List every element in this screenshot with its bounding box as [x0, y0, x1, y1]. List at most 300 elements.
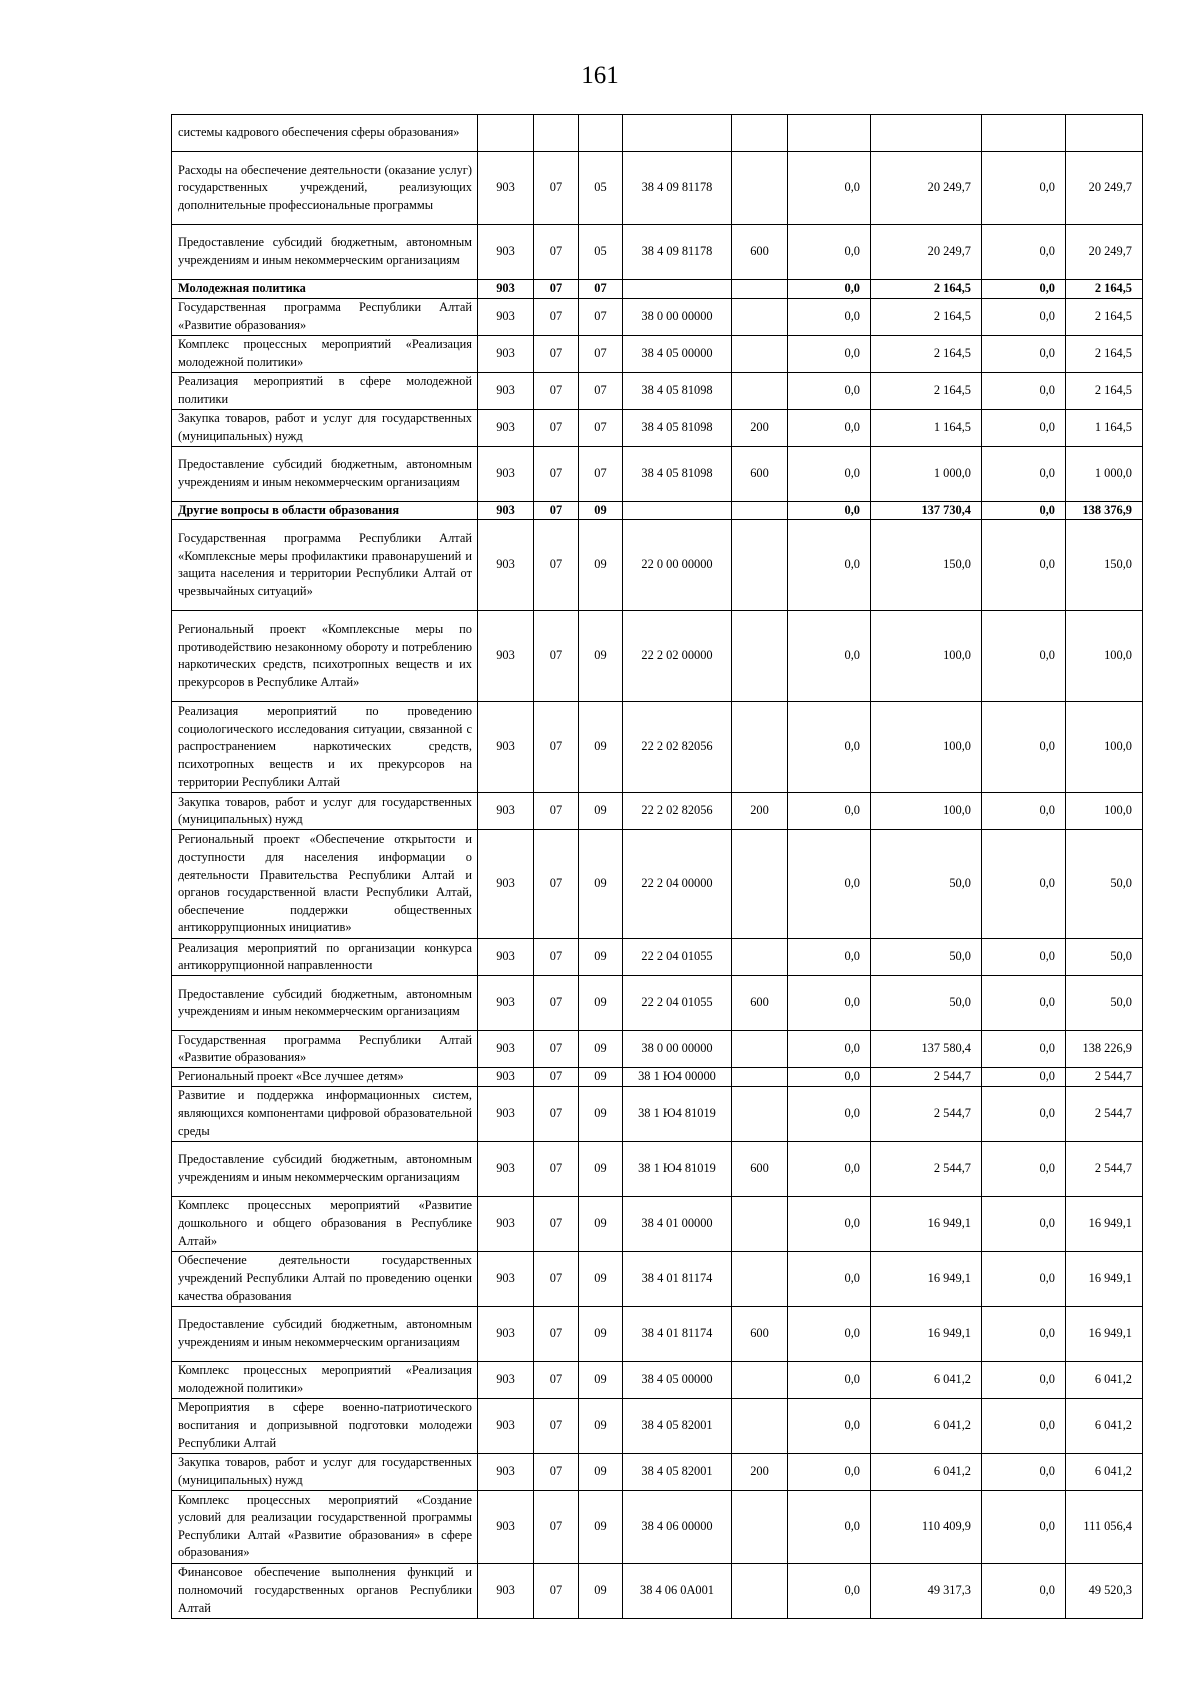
amount-col2-cell: 1 000,0: [871, 446, 982, 501]
section-code-cell: 07: [534, 1251, 579, 1306]
target-article-cell: 38 4 05 82001: [623, 1398, 732, 1453]
amount-col4-cell: 138 226,9: [1066, 1031, 1143, 1068]
amount-col3-cell: 0,0: [982, 1306, 1066, 1361]
amount-col4-cell: 16 949,1: [1066, 1196, 1143, 1251]
ved-code-cell: 903: [478, 1490, 534, 1563]
subsection-code-cell: 09: [579, 939, 623, 976]
amount-col4-cell: 150,0: [1066, 520, 1143, 611]
amount-col1-cell: 0,0: [788, 1068, 871, 1087]
section-code-cell: 07: [534, 409, 579, 446]
amount-col3-cell: 0,0: [982, 409, 1066, 446]
subsection-code-cell: 09: [579, 501, 623, 520]
budget-table: [171, 114, 1143, 1619]
table-row: [172, 793, 1143, 830]
ved-code-cell: 903: [478, 152, 534, 225]
table-row: [172, 446, 1143, 501]
row-name-cell: Реализация мероприятий в сфере молодежной политики: [172, 372, 478, 409]
amount-col1-cell: 0,0: [788, 298, 871, 335]
amount-col2-cell: 6 041,2: [871, 1453, 982, 1490]
amount-col1-cell: 0,0: [788, 335, 871, 372]
subsection-code-cell: [579, 115, 623, 152]
amount-col2-cell: [871, 115, 982, 152]
subsection-code-cell: 05: [579, 225, 623, 280]
target-article-cell: 38 4 06 00000: [623, 1490, 732, 1563]
ved-code-cell: 903: [478, 335, 534, 372]
amount-col4-cell: 111 056,4: [1066, 1490, 1143, 1563]
amount-col3-cell: 0,0: [982, 280, 1066, 299]
table-row: [172, 1453, 1143, 1490]
amount-col2-cell: 1 164,5: [871, 409, 982, 446]
section-code-cell: 07: [534, 298, 579, 335]
amount-col3-cell: 0,0: [982, 1068, 1066, 1087]
target-article-cell: 38 4 06 0А001: [623, 1563, 732, 1618]
table-row: [172, 409, 1143, 446]
amount-col4-cell: 20 249,7: [1066, 225, 1143, 280]
section-code-cell: 07: [534, 1361, 579, 1398]
table-row: [172, 1141, 1143, 1196]
expense-type-cell: [732, 1361, 788, 1398]
subsection-code-cell: 09: [579, 1086, 623, 1141]
amount-col2-cell: 2 544,7: [871, 1086, 982, 1141]
expense-type-cell: [732, 1086, 788, 1141]
amount-col2-cell: 137 580,4: [871, 1031, 982, 1068]
target-article-cell: 22 2 02 82056: [623, 793, 732, 830]
row-name-cell: Мероприятия в сфере военно-патриотического воспитания и допризывной подготовки молодежи Республики Алтай: [172, 1398, 478, 1453]
page-number: 161: [581, 62, 619, 89]
row-name-cell: Региональный проект «Все лучшее детям»: [172, 1068, 478, 1087]
amount-col3-cell: 0,0: [982, 1563, 1066, 1618]
section-code-cell: 07: [534, 1563, 579, 1618]
section-code-cell: 07: [534, 1398, 579, 1453]
expense-type-cell: [732, 152, 788, 225]
subsection-code-cell: 09: [579, 1068, 623, 1087]
target-article-cell: 38 4 01 81174: [623, 1306, 732, 1361]
target-article-cell: 38 4 05 00000: [623, 1361, 732, 1398]
expense-type-cell: 600: [732, 1141, 788, 1196]
table-row: [172, 1490, 1143, 1563]
amount-col4-cell: [1066, 115, 1143, 152]
amount-col3-cell: 0,0: [982, 1196, 1066, 1251]
subsection-code-cell: 09: [579, 1141, 623, 1196]
amount-col3-cell: 0,0: [982, 976, 1066, 1031]
amount-col3-cell: 0,0: [982, 501, 1066, 520]
row-name-cell: Молодежная политика: [172, 280, 478, 299]
amount-col4-cell: 20 249,7: [1066, 152, 1143, 225]
amount-col3-cell: 0,0: [982, 372, 1066, 409]
ved-code-cell: 903: [478, 409, 534, 446]
amount-col4-cell: 2 164,5: [1066, 335, 1143, 372]
subsection-code-cell: 09: [579, 1490, 623, 1563]
target-article-cell: 38 4 01 00000: [623, 1196, 732, 1251]
subsection-code-cell: 09: [579, 520, 623, 611]
amount-col1-cell: 0,0: [788, 1306, 871, 1361]
target-article-cell: 38 1 Ю4 81019: [623, 1086, 732, 1141]
amount-col3-cell: 0,0: [982, 1251, 1066, 1306]
section-code-cell: 07: [534, 939, 579, 976]
target-article-cell: 22 2 02 82056: [623, 702, 732, 793]
ved-code-cell: 903: [478, 1086, 534, 1141]
row-name-cell: Комплекс процессных мероприятий «Реализация молодежной политики»: [172, 1361, 478, 1398]
section-code-cell: 07: [534, 520, 579, 611]
amount-col3-cell: 0,0: [982, 1141, 1066, 1196]
ved-code-cell: 903: [478, 1196, 534, 1251]
amount-col2-cell: 16 949,1: [871, 1196, 982, 1251]
table-body: [172, 115, 1143, 1619]
section-code-cell: 07: [534, 830, 579, 939]
amount-col2-cell: 2 544,7: [871, 1141, 982, 1196]
section-code-cell: 07: [534, 1490, 579, 1563]
expense-type-cell: [732, 1563, 788, 1618]
ved-code-cell: 903: [478, 611, 534, 702]
table-row: [172, 611, 1143, 702]
subsection-code-cell: 09: [579, 1251, 623, 1306]
expense-type-cell: 200: [732, 1453, 788, 1490]
table-row: [172, 280, 1143, 299]
amount-col4-cell: 16 949,1: [1066, 1306, 1143, 1361]
table-row: [172, 1031, 1143, 1068]
amount-col4-cell: 6 041,2: [1066, 1361, 1143, 1398]
amount-col1-cell: 0,0: [788, 1453, 871, 1490]
amount-col2-cell: 16 949,1: [871, 1251, 982, 1306]
section-code-cell: 07: [534, 702, 579, 793]
amount-col1-cell: 0,0: [788, 152, 871, 225]
amount-col2-cell: 2 164,5: [871, 298, 982, 335]
section-code-cell: 07: [534, 793, 579, 830]
amount-col1-cell: 0,0: [788, 1251, 871, 1306]
amount-col3-cell: 0,0: [982, 298, 1066, 335]
section-code-cell: 07: [534, 446, 579, 501]
table-row: [172, 501, 1143, 520]
subsection-code-cell: 09: [579, 1563, 623, 1618]
amount-col3-cell: 0,0: [982, 225, 1066, 280]
ved-code-cell: 903: [478, 446, 534, 501]
expense-type-cell: [732, 1031, 788, 1068]
target-article-cell: 22 2 02 00000: [623, 611, 732, 702]
subsection-code-cell: 07: [579, 298, 623, 335]
target-article-cell: 22 2 04 01055: [623, 939, 732, 976]
section-code-cell: 07: [534, 1141, 579, 1196]
amount-col1-cell: 0,0: [788, 1141, 871, 1196]
target-article-cell: 38 4 05 81098: [623, 409, 732, 446]
expense-type-cell: [732, 501, 788, 520]
amount-col2-cell: 100,0: [871, 793, 982, 830]
amount-col1-cell: 0,0: [788, 830, 871, 939]
row-name-cell: Предоставление субсидий бюджетным, автономным учреждениям и иным некоммерческим организациям: [172, 225, 478, 280]
table-row: [172, 702, 1143, 793]
row-name-cell: Комплекс процессных мероприятий «Реализация молодежной политики»: [172, 335, 478, 372]
ved-code-cell: 903: [478, 830, 534, 939]
row-name-cell: Предоставление субсидий бюджетным, автономным учреждениям и иным некоммерческим организациям: [172, 446, 478, 501]
amount-col1-cell: [788, 115, 871, 152]
table-row: [172, 225, 1143, 280]
table-row: [172, 939, 1143, 976]
target-article-cell: 22 2 04 00000: [623, 830, 732, 939]
ved-code-cell: 903: [478, 280, 534, 299]
row-name-cell: Предоставление субсидий бюджетным, автономным учреждениям и иным некоммерческим организациям: [172, 1141, 478, 1196]
expense-type-cell: [732, 280, 788, 299]
amount-col1-cell: 0,0: [788, 409, 871, 446]
amount-col2-cell: 20 249,7: [871, 225, 982, 280]
amount-col4-cell: 2 544,7: [1066, 1068, 1143, 1087]
expense-type-cell: [732, 939, 788, 976]
row-name-cell: Другие вопросы в области образования: [172, 501, 478, 520]
amount-col3-cell: 0,0: [982, 702, 1066, 793]
subsection-code-cell: 09: [579, 793, 623, 830]
subsection-code-cell: 09: [579, 1398, 623, 1453]
section-code-cell: 07: [534, 1068, 579, 1087]
row-name-cell: Реализация мероприятий по организации конкурса антикоррупционной направленности: [172, 939, 478, 976]
ved-code-cell: 903: [478, 976, 534, 1031]
ved-code-cell: 903: [478, 1068, 534, 1087]
table-row: [172, 976, 1143, 1031]
section-code-cell: 07: [534, 1031, 579, 1068]
target-article-cell: 38 4 05 82001: [623, 1453, 732, 1490]
row-name-cell: Расходы на обеспечение деятельности (оказание услуг) государственных учреждений, реализующих дополнительные профессиональные программы: [172, 152, 478, 225]
amount-col4-cell: 1 000,0: [1066, 446, 1143, 501]
amount-col2-cell: 2 164,5: [871, 335, 982, 372]
section-code-cell: 07: [534, 280, 579, 299]
amount-col4-cell: 50,0: [1066, 939, 1143, 976]
row-name-cell: Реализация мероприятий по проведению социологического исследования ситуации, связанной с распространением наркотических средств, психотропных веществ и их прекурсоров на территории Республики Алтай: [172, 702, 478, 793]
ved-code-cell: 903: [478, 372, 534, 409]
row-name-cell: Региональный проект «Комплексные меры по противодействию незаконному обороту и потреблению наркотических средств, психотропных веществ и их прекурсоров в Республике Алтай»: [172, 611, 478, 702]
amount-col4-cell: 2 164,5: [1066, 372, 1143, 409]
subsection-code-cell: 07: [579, 335, 623, 372]
target-article-cell: 38 4 01 81174: [623, 1251, 732, 1306]
amount-col2-cell: 50,0: [871, 939, 982, 976]
amount-col3-cell: 0,0: [982, 1453, 1066, 1490]
amount-col1-cell: 0,0: [788, 520, 871, 611]
amount-col1-cell: 0,0: [788, 702, 871, 793]
ved-code-cell: 903: [478, 1361, 534, 1398]
table-row: [172, 1251, 1143, 1306]
amount-col1-cell: 0,0: [788, 1490, 871, 1563]
amount-col1-cell: 0,0: [788, 280, 871, 299]
amount-col2-cell: 6 041,2: [871, 1398, 982, 1453]
expense-type-cell: 600: [732, 976, 788, 1031]
section-code-cell: 07: [534, 1306, 579, 1361]
expense-type-cell: 600: [732, 1306, 788, 1361]
amount-col3-cell: 0,0: [982, 446, 1066, 501]
row-name-cell: Закупка товаров, работ и услуг для государственных (муниципальных) нужд: [172, 1453, 478, 1490]
amount-col3-cell: 0,0: [982, 335, 1066, 372]
amount-col4-cell: 2 544,7: [1066, 1141, 1143, 1196]
row-name-cell: Государственная программа Республики Алтай «Развитие образования»: [172, 298, 478, 335]
table-row: [172, 1196, 1143, 1251]
target-article-cell: [623, 501, 732, 520]
amount-col4-cell: 16 949,1: [1066, 1251, 1143, 1306]
subsection-code-cell: 07: [579, 280, 623, 299]
amount-col3-cell: 0,0: [982, 939, 1066, 976]
amount-col2-cell: 50,0: [871, 830, 982, 939]
row-name-cell: Комплекс процессных мероприятий «Создание условий для реализации государственной программы Республики Алтай «Развитие образования» в сфере образования»: [172, 1490, 478, 1563]
section-code-cell: 07: [534, 152, 579, 225]
expense-type-cell: [732, 372, 788, 409]
table-row: [172, 298, 1143, 335]
section-code-cell: 07: [534, 1196, 579, 1251]
table-row: [172, 520, 1143, 611]
amount-col1-cell: 0,0: [788, 225, 871, 280]
section-code-cell: 07: [534, 501, 579, 520]
subsection-code-cell: 09: [579, 1031, 623, 1068]
target-article-cell: 38 1 Ю4 00000: [623, 1068, 732, 1087]
row-name-cell: Предоставление субсидий бюджетным, автономным учреждениям и иным некоммерческим организациям: [172, 976, 478, 1031]
subsection-code-cell: 07: [579, 446, 623, 501]
expense-type-cell: [732, 115, 788, 152]
expense-type-cell: [732, 702, 788, 793]
amount-col4-cell: 49 520,3: [1066, 1563, 1143, 1618]
amount-col2-cell: 100,0: [871, 611, 982, 702]
expense-type-cell: [732, 830, 788, 939]
amount-col3-cell: 0,0: [982, 611, 1066, 702]
expense-type-cell: [732, 1196, 788, 1251]
amount-col2-cell: 2 164,5: [871, 280, 982, 299]
ved-code-cell: 903: [478, 225, 534, 280]
table-row: [172, 372, 1143, 409]
amount-col4-cell: 6 041,2: [1066, 1453, 1143, 1490]
amount-col3-cell: 0,0: [982, 1490, 1066, 1563]
subsection-code-cell: 09: [579, 1361, 623, 1398]
subsection-code-cell: 07: [579, 372, 623, 409]
ved-code-cell: 903: [478, 1031, 534, 1068]
target-article-cell: 22 0 00 00000: [623, 520, 732, 611]
amount-col1-cell: 0,0: [788, 976, 871, 1031]
amount-col4-cell: 2 164,5: [1066, 298, 1143, 335]
expense-type-cell: [732, 611, 788, 702]
amount-col3-cell: 0,0: [982, 793, 1066, 830]
amount-col4-cell: 1 164,5: [1066, 409, 1143, 446]
amount-col1-cell: 0,0: [788, 501, 871, 520]
amount-col4-cell: 6 041,2: [1066, 1398, 1143, 1453]
amount-col1-cell: 0,0: [788, 793, 871, 830]
ved-code-cell: 903: [478, 793, 534, 830]
subsection-code-cell: 09: [579, 702, 623, 793]
amount-col3-cell: 0,0: [982, 152, 1066, 225]
section-code-cell: 07: [534, 976, 579, 1031]
amount-col3-cell: 0,0: [982, 1086, 1066, 1141]
amount-col1-cell: 0,0: [788, 446, 871, 501]
ved-code-cell: 903: [478, 1306, 534, 1361]
amount-col2-cell: 6 041,2: [871, 1361, 982, 1398]
table-row: [172, 1563, 1143, 1618]
amount-col3-cell: 0,0: [982, 1398, 1066, 1453]
row-name-cell: Финансовое обеспечение выполнения функций и полномочий государственных органов Республики Алтай: [172, 1563, 478, 1618]
expense-type-cell: 200: [732, 793, 788, 830]
section-code-cell: 07: [534, 335, 579, 372]
row-name-cell: Комплекс процессных мероприятий «Развитие дошкольного и общего образования в Республике Алтай»: [172, 1196, 478, 1251]
ved-code-cell: 903: [478, 1453, 534, 1490]
expense-type-cell: [732, 520, 788, 611]
expense-type-cell: 200: [732, 409, 788, 446]
amount-col1-cell: 0,0: [788, 1398, 871, 1453]
amount-col2-cell: 110 409,9: [871, 1490, 982, 1563]
target-article-cell: 38 0 00 00000: [623, 1031, 732, 1068]
target-article-cell: 38 4 09 81178: [623, 152, 732, 225]
subsection-code-cell: 09: [579, 1306, 623, 1361]
subsection-code-cell: 09: [579, 830, 623, 939]
expense-type-cell: 600: [732, 446, 788, 501]
amount-col4-cell: 138 376,9: [1066, 501, 1143, 520]
row-name-cell: Закупка товаров, работ и услуг для государственных (муниципальных) нужд: [172, 793, 478, 830]
row-name-cell: Закупка товаров, работ и услуг для государственных (муниципальных) нужд: [172, 409, 478, 446]
amount-col3-cell: 0,0: [982, 1361, 1066, 1398]
section-code-cell: [534, 115, 579, 152]
table-row: [172, 1306, 1143, 1361]
row-name-cell: Государственная программа Республики Алтай «Комплексные меры профилактики правонарушений и защита населения и территории Республики Алтай от чрезвычайных ситуаций»: [172, 520, 478, 611]
amount-col2-cell: 150,0: [871, 520, 982, 611]
amount-col2-cell: 49 317,3: [871, 1563, 982, 1618]
amount-col4-cell: 2 544,7: [1066, 1086, 1143, 1141]
table-row: [172, 1086, 1143, 1141]
table-row: [172, 1068, 1143, 1087]
table-row: [172, 1361, 1143, 1398]
amount-col4-cell: 100,0: [1066, 611, 1143, 702]
section-code-cell: 07: [534, 225, 579, 280]
amount-col1-cell: 0,0: [788, 372, 871, 409]
row-name-cell: Региональный проект «Обеспечение открытости и доступности для населения информации о деятельности Правительства Республики Алтай и органов государственной власти Республики Алтай, обеспечение поддержки общественных антикоррупционных инициатив»: [172, 830, 478, 939]
expense-type-cell: [732, 1251, 788, 1306]
ved-code-cell: 903: [478, 501, 534, 520]
section-code-cell: 07: [534, 1453, 579, 1490]
amount-col2-cell: 100,0: [871, 702, 982, 793]
table-row: [172, 830, 1143, 939]
amount-col4-cell: 100,0: [1066, 702, 1143, 793]
subsection-code-cell: 09: [579, 976, 623, 1031]
expense-type-cell: [732, 335, 788, 372]
amount-col1-cell: 0,0: [788, 611, 871, 702]
target-article-cell: 22 2 04 01055: [623, 976, 732, 1031]
ved-code-cell: 903: [478, 939, 534, 976]
amount-col2-cell: 2 164,5: [871, 372, 982, 409]
row-name-cell: системы кадрового обеспечения сферы образования»: [172, 115, 478, 152]
amount-col2-cell: 20 249,7: [871, 152, 982, 225]
section-code-cell: 07: [534, 372, 579, 409]
expense-type-cell: [732, 298, 788, 335]
table-row: [172, 152, 1143, 225]
amount-col4-cell: 50,0: [1066, 830, 1143, 939]
amount-col4-cell: 2 164,5: [1066, 280, 1143, 299]
expense-type-cell: [732, 1398, 788, 1453]
expense-type-cell: [732, 1068, 788, 1087]
target-article-cell: 38 4 05 81098: [623, 372, 732, 409]
ved-code-cell: 903: [478, 1141, 534, 1196]
target-article-cell: 38 4 09 81178: [623, 225, 732, 280]
amount-col3-cell: 0,0: [982, 830, 1066, 939]
target-article-cell: 38 4 05 00000: [623, 335, 732, 372]
amount-col2-cell: 137 730,4: [871, 501, 982, 520]
subsection-code-cell: 05: [579, 152, 623, 225]
target-article-cell: 38 4 05 81098: [623, 446, 732, 501]
section-code-cell: 07: [534, 611, 579, 702]
ved-code-cell: 903: [478, 1398, 534, 1453]
amount-col3-cell: 0,0: [982, 1031, 1066, 1068]
ved-code-cell: 903: [478, 298, 534, 335]
target-article-cell: 38 1 Ю4 81019: [623, 1141, 732, 1196]
target-article-cell: 38 0 00 00000: [623, 298, 732, 335]
amount-col4-cell: 100,0: [1066, 793, 1143, 830]
row-name-cell: Обеспечение деятельности государственных учреждений Республики Алтай по проведению оценки качества образования: [172, 1251, 478, 1306]
amount-col2-cell: 16 949,1: [871, 1306, 982, 1361]
ved-code-cell: [478, 115, 534, 152]
target-article-cell: [623, 280, 732, 299]
subsection-code-cell: 09: [579, 1453, 623, 1490]
amount-col1-cell: 0,0: [788, 939, 871, 976]
ved-code-cell: 903: [478, 1251, 534, 1306]
expense-type-cell: [732, 1490, 788, 1563]
row-name-cell: Развитие и поддержка информационных систем, являющихся компонентами цифровой образовательной среды: [172, 1086, 478, 1141]
amount-col3-cell: 0,0: [982, 520, 1066, 611]
amount-col1-cell: 0,0: [788, 1563, 871, 1618]
